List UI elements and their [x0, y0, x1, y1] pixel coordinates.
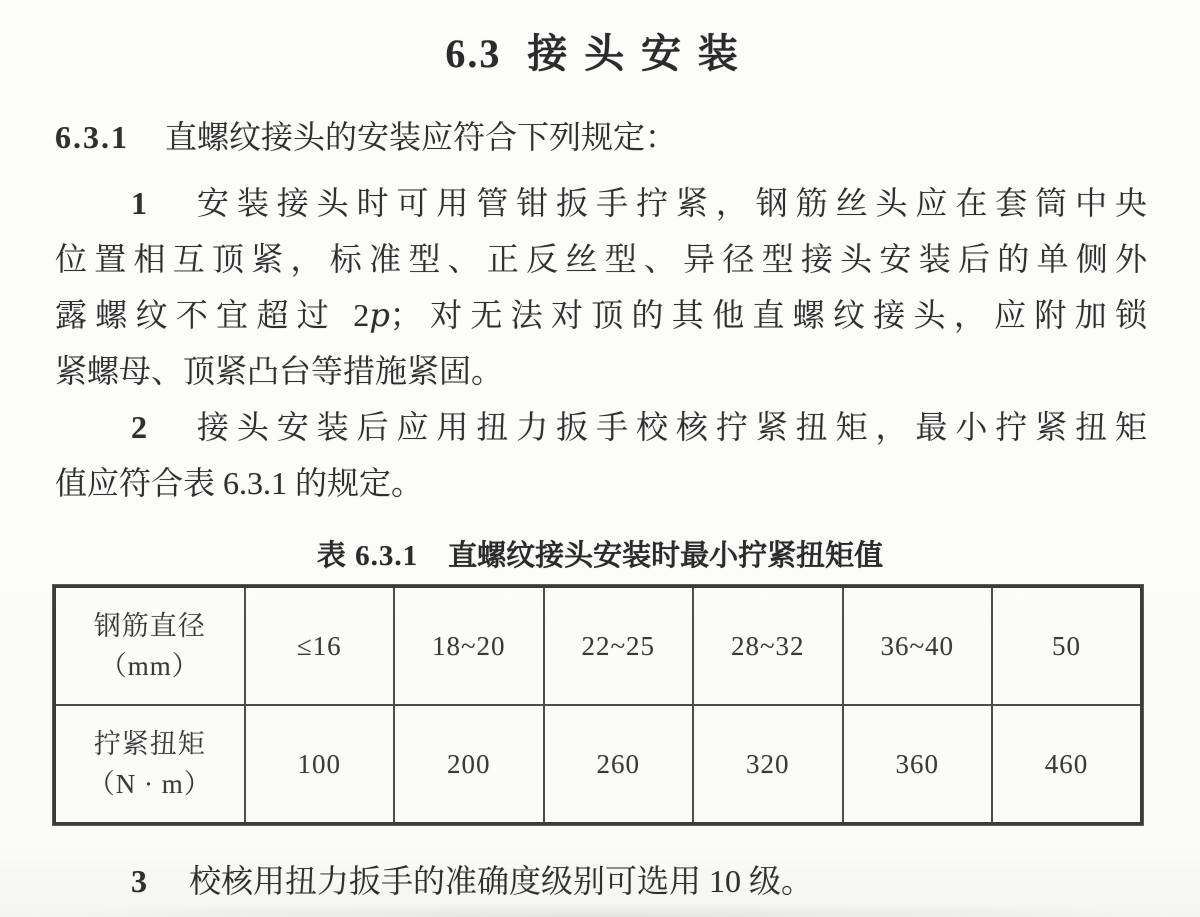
section-title: 接头安装 — [527, 31, 755, 76]
table-cell-torque: 100 — [245, 705, 395, 824]
torque-table — [53, 585, 1143, 825]
table-cell-diameter: 18~20 — [394, 587, 544, 706]
rebar-diameter-unit: （mm） — [99, 651, 200, 681]
table-cell-diameter: 22~25 — [544, 587, 694, 706]
section-heading — [0, 22, 1200, 79]
item1-line2-text: 位置相互顶紧，标准型、正反丝型、异径型接头安装后的单侧外 — [55, 241, 1147, 277]
table-caption — [0, 533, 1200, 574]
item2-line2-text: 值应符合表 6.3.1 的规定。 — [55, 465, 424, 501]
item1-line4 — [55, 348, 1147, 394]
clause-intro: 直螺纹接头的安装应符合下列规定： — [165, 119, 678, 155]
item1-line3-post: ；对无法对顶的其他直螺纹接头，应附加锁 — [389, 297, 1147, 333]
table-caption-label: 表 6.3.1 — [316, 540, 419, 572]
table-cell-diameter: 36~40 — [843, 587, 993, 706]
table-cell-torque: 460 — [992, 705, 1142, 824]
table-row-diameter — [55, 587, 1142, 706]
item2-line1 — [55, 404, 1147, 450]
item1-number: 1 — [131, 185, 147, 221]
clause-number: 6.3.1 — [55, 119, 129, 155]
table-caption-text: 直螺纹接头安装时最小拧紧扭矩值 — [448, 540, 884, 572]
table-cell-diameter: 50 — [992, 587, 1142, 706]
item2-number: 2 — [131, 409, 147, 445]
item1-line3 — [55, 292, 1147, 338]
item1-line4-text: 紧螺母、顶紧凸台等措施紧固。 — [55, 353, 504, 389]
item3-line — [55, 858, 1147, 904]
item2-line2 — [55, 460, 1147, 506]
torque-unit: （N · m） — [87, 769, 212, 799]
table-row-torque — [55, 705, 1142, 824]
item1-line1-text: 安装接头时可用管钳扳手拧紧，钢筋丝头应在套筒中央 — [189, 185, 1147, 221]
table-cell-torque: 200 — [394, 705, 544, 824]
header-cell-rebar-diameter — [55, 587, 245, 706]
item3-text: 校核用扭力扳手的准确度级别可选用 10 级。 — [189, 863, 814, 899]
header-cell-torque — [55, 705, 245, 824]
torque-label: 拧紧扭矩 — [93, 729, 206, 759]
table-cell-torque: 320 — [693, 705, 843, 824]
item1-line2 — [55, 236, 1147, 282]
table-cell-diameter: ≤16 — [245, 587, 395, 706]
pitch-variable: p — [369, 296, 390, 334]
table-cell-torque: 360 — [843, 705, 993, 824]
item1-line3-pre: 露螺纹不宜超过 2 — [55, 297, 370, 333]
section-number: 6.3 — [445, 31, 502, 76]
item3-number: 3 — [131, 863, 147, 899]
table-cell-torque: 260 — [544, 705, 694, 824]
item1-line1 — [55, 180, 1147, 226]
table-cell-diameter: 28~32 — [693, 587, 843, 706]
item2-line1-text: 接头安装后应用扭力扳手校核拧紧扭矩，最小拧紧扭矩 — [189, 409, 1147, 445]
rebar-diameter-label: 钢筋直径 — [93, 611, 206, 641]
clause-heading — [55, 114, 1147, 160]
